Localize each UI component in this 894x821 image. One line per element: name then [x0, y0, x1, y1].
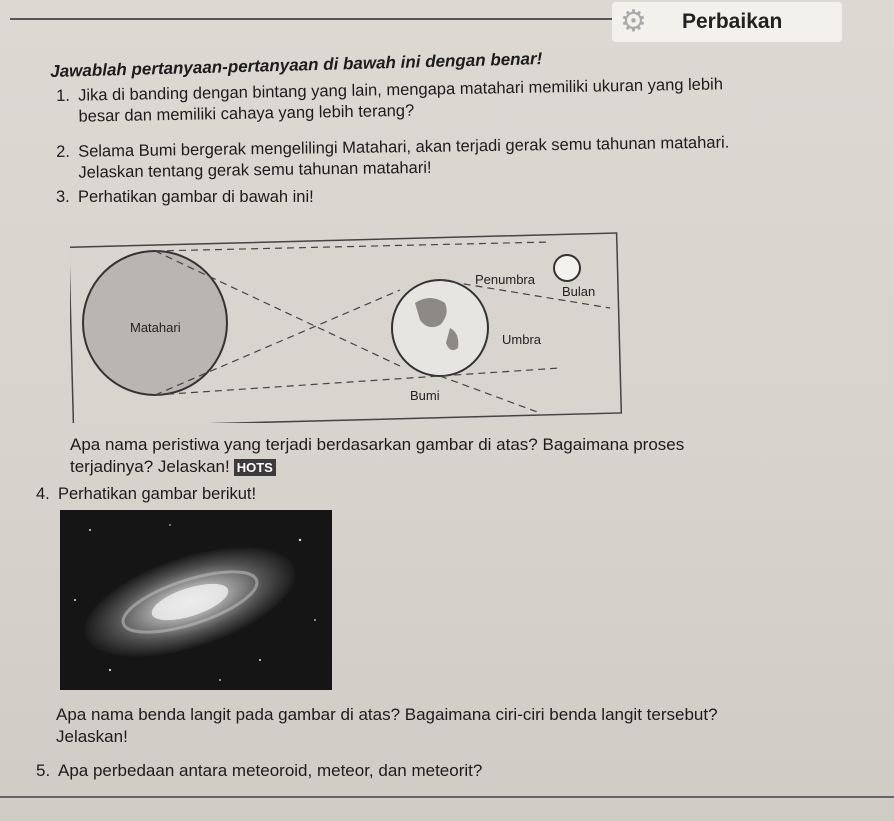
moon-label: Bulan — [562, 284, 596, 299]
earth-label: Bumi — [410, 388, 440, 403]
question-number: 4. — [36, 485, 50, 503]
header-banner — [612, 2, 842, 42]
question-1 — [56, 74, 723, 128]
question-text: Selama Bumi bergerak mengelilingi Matahari, akan terjadi gerak semu tahunan matahari. — [78, 133, 730, 161]
question-number: 2. — [56, 142, 71, 161]
question-text-cont: besar dan memiliki cahaya yang lebih terang? — [78, 101, 415, 126]
header-title: Perbaikan — [682, 10, 783, 33]
question-3 — [56, 187, 314, 208]
question-3-follow — [70, 434, 684, 478]
earth-shape — [392, 280, 488, 376]
hots-badge: HOTS — [234, 459, 276, 476]
question-text: Apa nama peristiwa yang terjadi berdasarkan gambar di atas? Bagaimana proses — [70, 435, 685, 454]
galaxy-image — [60, 510, 332, 690]
question-number: 1. — [56, 86, 71, 105]
question-text: Perhatikan gambar di bawah ini! — [78, 188, 314, 206]
question-number: 3. — [56, 188, 70, 206]
question-text-cont: terjadinya? Jelaskan! — [70, 457, 230, 476]
question-5 — [36, 760, 482, 782]
sun-label: Matahari — [130, 320, 181, 335]
top-rule — [10, 18, 650, 20]
question-4-follow — [56, 704, 718, 748]
question-text: Apa nama benda langit pada gambar di atas? Bagaimana ciri-ciri benda langit tersebut? — [56, 705, 718, 724]
gear-icon: ⚙ — [620, 5, 647, 38]
umbra-label: Umbra — [502, 332, 542, 347]
moon-shape — [554, 255, 580, 281]
question-text: Jika di banding dengan bintang yang lain, mengapa matahari memiliki ukuran yang lebih — [78, 75, 724, 105]
eclipse-diagram — [70, 228, 630, 423]
question-2 — [56, 133, 730, 184]
question-text: Apa perbedaan antara meteoroid, meteor, dan meteorit? — [58, 761, 483, 780]
penumbra-label: Penumbra — [475, 272, 535, 287]
question-text-cont: Jelaskan! — [56, 727, 128, 746]
question-number: 5. — [36, 761, 51, 780]
question-text-cont: Jelaskan tentang gerak semu tahunan matahari! — [78, 158, 432, 182]
question-4 — [36, 484, 256, 505]
bottom-rule — [0, 796, 894, 798]
question-text: Perhatikan gambar berikut! — [58, 485, 257, 503]
instruction-text: Jawablah pertanyaan-pertanyaan di bawah ini dengan benar! — [50, 49, 543, 81]
